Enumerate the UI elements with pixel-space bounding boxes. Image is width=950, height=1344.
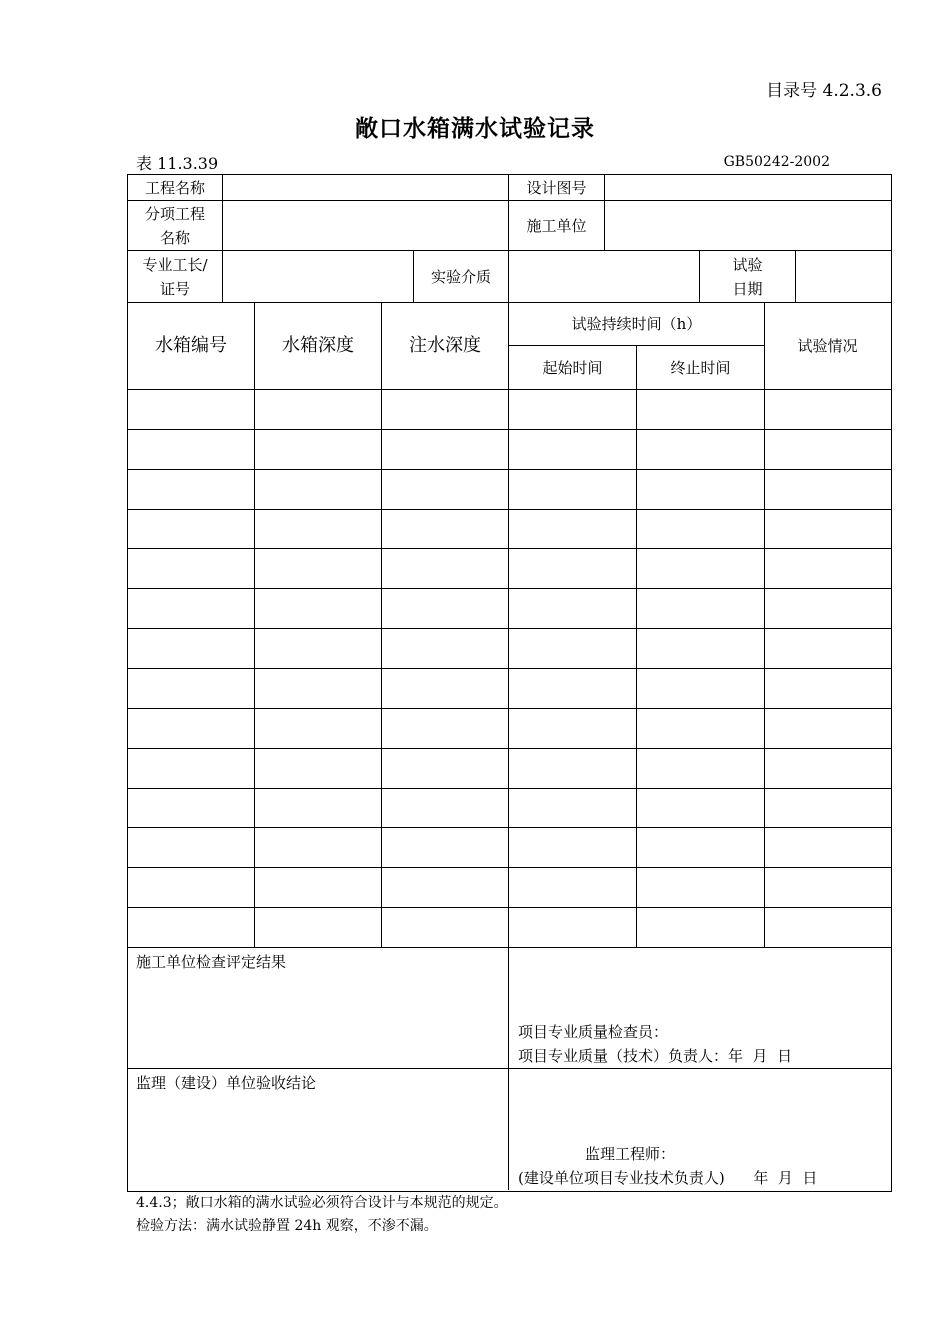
table-cell[interactable] — [255, 789, 381, 828]
table-cell[interactable] — [382, 709, 508, 748]
project-name-label: 工程名称 — [144, 178, 205, 197]
page-title: 敞口水箱满水试验记录 — [355, 115, 595, 142]
note-line-1: 4.4.3；敞口水箱的满水试验必须符合设计与本规范的规定。 — [136, 1195, 508, 1211]
col-divider — [764, 302, 765, 947]
table-cell[interactable] — [255, 908, 381, 947]
table-cell[interactable] — [255, 709, 381, 748]
col-header-tank-depth: 水箱深度 — [282, 335, 354, 356]
table-cell[interactable] — [765, 669, 890, 708]
table-cell[interactable] — [382, 868, 508, 907]
table-cell[interactable] — [637, 868, 764, 907]
table-cell[interactable] — [382, 908, 508, 947]
design-drawing-field[interactable] — [605, 175, 890, 200]
sub-project-label-line2: 名称 — [159, 228, 190, 247]
table-cell[interactable] — [382, 789, 508, 828]
table-cell[interactable] — [765, 589, 890, 628]
table-cell[interactable] — [765, 629, 890, 668]
table-cell[interactable] — [128, 589, 254, 628]
col-header-tank-no: 水箱编号 — [155, 335, 227, 356]
table-cell[interactable] — [637, 390, 764, 429]
notes — [136, 1192, 508, 1238]
table-cell[interactable] — [509, 868, 636, 907]
construction-unit-label: 施工单位 — [526, 216, 587, 235]
col-divider — [508, 302, 509, 1190]
construction-unit-field[interactable] — [605, 201, 890, 250]
table-cell[interactable] — [255, 749, 381, 788]
table-cell[interactable] — [382, 589, 508, 628]
construction-responsible: 项目专业质量（技术）负责人：年 月 日 — [518, 1047, 793, 1065]
table-cell[interactable] — [382, 510, 508, 549]
construction-inspector: 项目专业质量检查员： — [518, 1023, 669, 1041]
table-cell[interactable] — [255, 868, 381, 907]
table-cell[interactable] — [128, 390, 254, 429]
col-header-start-time: 起始时间 — [542, 358, 603, 377]
table-cell[interactable] — [128, 629, 254, 668]
table-cell[interactable] — [637, 709, 764, 748]
test-date-field[interactable] — [796, 251, 890, 302]
table-cell[interactable] — [128, 430, 254, 469]
test-date-label-line1: 试验 — [732, 255, 763, 274]
table-cell[interactable] — [128, 789, 254, 828]
note-line-2: 检验方法：满水试验静置 24h 观察，不渗不漏。 — [136, 1218, 438, 1234]
table-cell[interactable] — [509, 390, 636, 429]
table-cell[interactable] — [637, 510, 764, 549]
table-cell[interactable] — [382, 828, 508, 867]
form-number: 表 11.3.39 — [136, 154, 219, 173]
table-cell[interactable] — [255, 589, 381, 628]
construction-check-label: 施工单位检查评定结果 — [136, 953, 287, 971]
col-header-fill-depth: 注水深度 — [409, 335, 481, 356]
table-cell[interactable] — [382, 549, 508, 588]
table-cell[interactable] — [637, 589, 764, 628]
table-cell[interactable] — [382, 470, 508, 509]
table-cell[interactable] — [382, 749, 508, 788]
sub-project-field[interactable] — [223, 201, 508, 250]
table-cell[interactable] — [128, 470, 254, 509]
row-divider — [127, 947, 891, 948]
medium-field[interactable] — [509, 251, 699, 302]
design-drawing-label: 设计图号 — [526, 178, 587, 197]
table-cell[interactable] — [509, 669, 636, 708]
table-cell[interactable] — [382, 669, 508, 708]
table-cell[interactable] — [765, 390, 890, 429]
table-cell[interactable] — [382, 629, 508, 668]
row-divider — [127, 1068, 891, 1069]
col-divider — [636, 345, 637, 947]
supervision-label: 监理（建设）单位验收结论 — [136, 1074, 317, 1092]
col-divider — [381, 302, 382, 947]
table-cell[interactable] — [637, 549, 764, 588]
table-cell[interactable] — [765, 908, 890, 947]
table-cell[interactable] — [765, 868, 890, 907]
col-header-result: 试验情况 — [797, 337, 858, 355]
table-cell[interactable] — [637, 749, 764, 788]
standard-code: GB50242-2002 — [723, 154, 830, 170]
project-name-field[interactable] — [223, 175, 508, 200]
table-cell[interactable] — [637, 470, 764, 509]
catalog-number: 目录号 4.2.3.6 — [766, 81, 882, 101]
col-header-end-time: 终止时间 — [670, 358, 731, 377]
table-cell[interactable] — [765, 430, 890, 469]
table-cell[interactable] — [128, 749, 254, 788]
table-cell[interactable] — [637, 669, 764, 708]
table-cell[interactable] — [255, 629, 381, 668]
table-cell[interactable] — [128, 828, 254, 867]
col-header-duration: 试验持续时间（h） — [571, 315, 702, 333]
table-cell[interactable] — [637, 908, 764, 947]
foreman-label-line1: 专业工长/ — [142, 255, 208, 274]
table-cell[interactable] — [637, 789, 764, 828]
table-cell[interactable] — [255, 430, 381, 469]
table-cell[interactable] — [637, 629, 764, 668]
sub-project-label — [128, 201, 222, 250]
table-cell[interactable] — [509, 549, 636, 588]
table-cell[interactable] — [509, 749, 636, 788]
table-cell[interactable] — [255, 549, 381, 588]
test-date-label — [700, 251, 795, 302]
table-cell[interactable] — [128, 868, 254, 907]
table-cell[interactable] — [128, 709, 254, 748]
test-date-label-line2: 日期 — [732, 279, 763, 298]
table-cell[interactable] — [765, 709, 890, 748]
table-cell[interactable] — [509, 789, 636, 828]
table-cell[interactable] — [509, 709, 636, 748]
table-cell[interactable] — [255, 669, 381, 708]
table-cell[interactable] — [255, 470, 381, 509]
foreman-label — [128, 251, 222, 302]
supervision-engineer: 监理工程师： — [585, 1145, 676, 1163]
table-cell[interactable] — [765, 789, 890, 828]
table-cell[interactable] — [382, 430, 508, 469]
table-cell[interactable] — [765, 510, 890, 549]
supervision-responsible: (建设单位项目专业技术负责人) 年 月 日 — [518, 1169, 818, 1187]
table-cell[interactable] — [128, 549, 254, 588]
table-cell[interactable] — [128, 908, 254, 947]
table-cell[interactable] — [765, 549, 890, 588]
table-cell[interactable] — [255, 510, 381, 549]
table-cell[interactable] — [509, 430, 636, 469]
medium-label: 实验介质 — [430, 267, 491, 286]
table-cell[interactable] — [509, 510, 636, 549]
table-cell[interactable] — [637, 828, 764, 867]
table-cell[interactable] — [509, 629, 636, 668]
table-cell[interactable] — [509, 908, 636, 947]
table-cell[interactable] — [509, 589, 636, 628]
table-cell[interactable] — [382, 390, 508, 429]
table-cell[interactable] — [509, 828, 636, 867]
table-cell[interactable] — [128, 510, 254, 549]
table-cell[interactable] — [637, 430, 764, 469]
table-cell[interactable] — [509, 470, 636, 509]
table-cell[interactable] — [765, 749, 890, 788]
col-divider — [254, 302, 255, 947]
table-cell[interactable] — [765, 828, 890, 867]
sub-project-label-line1: 分项工程 — [144, 204, 205, 223]
foreman-label-line2: 证号 — [159, 279, 190, 298]
foreman-field[interactable] — [223, 251, 413, 302]
table-cell[interactable] — [255, 828, 381, 867]
table-cell[interactable] — [255, 390, 381, 429]
table-cell[interactable] — [128, 669, 254, 708]
table-cell[interactable] — [765, 470, 890, 509]
